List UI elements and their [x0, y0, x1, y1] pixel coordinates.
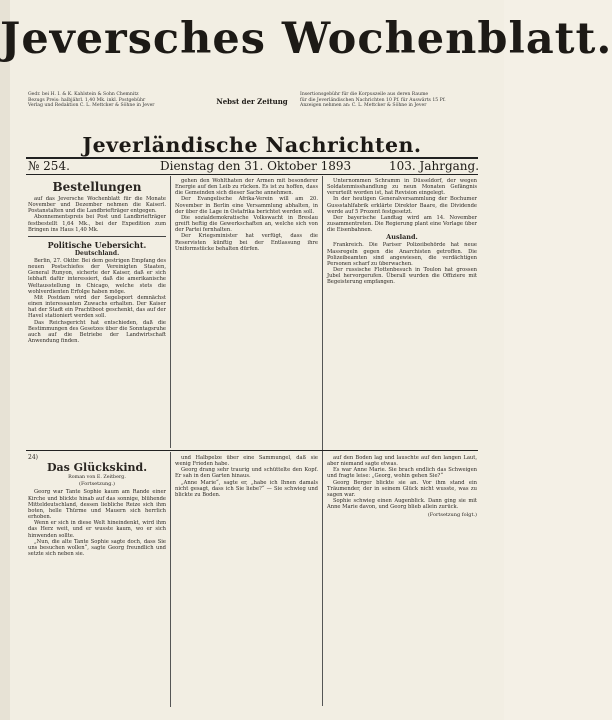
article-paragraph: Unternommen Schramm in Düsseldorf, der wegen Soldatenmisshandlung zu neun Monaten Gefängnis verurteilt worden ist, hat Revision eingelegt. [327, 178, 477, 197]
left-imprint-line: Gedr. bei H. I. & K. Kahlstein & Sohn Chemnitz [28, 92, 139, 97]
story-paragraph: und Halbpelze über eine Sammungel, daß sie wenig Frieden habe. [175, 455, 318, 468]
story-paragraph: Georg drang sehr traurig und schüttelte den Kopf. Er sah in den Garten hinaus. [175, 467, 318, 480]
column-2 [175, 178, 318, 448]
story-paragraph: auf den Boden lag und lauschte auf den langen Laut, aber niemand sagte etwas. [327, 455, 477, 468]
story-author: Roman von E. Zeitberg. [68, 475, 126, 481]
column-rule [170, 176, 171, 448]
article-paragraph: Der russische Flottenbesuch in Toulon hat grossen Jubel hervorgerufen. Überall wurden die Offiziere mit Begeisterung empfangen. [327, 267, 477, 286]
subscription-price: Abonnementspreis bei Post und Landbriefträger festbestellt 1,64 Mk., bei der Expedition zum Bringen ins Haus 1,40 Mk. [28, 214, 166, 233]
article-paragraph: Frankreich. Die Pariser Polizeibehörde hat neue Massregeln gegen die Anarchisten getroffen. Die Polizeibeamten sind angewiesen, die verdächtigen Personen scharf zu überwachen. [327, 242, 477, 267]
column-rule [322, 176, 323, 706]
foreign-heading: Ausland. [386, 233, 418, 242]
right-imprint [300, 92, 480, 109]
politics-heading: Politische Uebersicht. [47, 239, 147, 250]
article-paragraph: gehen den Wohlthaten der Armen mit besonderer Energie auf den Leib zu rücken. Es ist zu hoffen, dass die Gemeinden sich dieser Sache annehmen. [175, 178, 318, 197]
article-paragraph: Der Kriegsminister hat verfügt, dass die Reservisten künftig bei der Entlassung ihre Uniformstücke behalten dürfen. [175, 233, 318, 252]
masthead-title: Jeversches Wochenblatt. [0, 14, 612, 64]
column-rule [170, 452, 171, 707]
feuilleton-column-1 [28, 455, 166, 707]
subtitle: Jeverländische Nachrichten. [82, 133, 422, 157]
story-paragraph: Sophie schwieg einen Augenblick. Dann ging sie mit Anne Marie davon, und Georg blieb allein zurück. [327, 498, 477, 511]
story-paragraph: „Nun, die alte Tante Sophie sagte doch, dass Sie uns besuchen wollen“, sagte Georg freundlich und setzte sich neben sie. [28, 538, 166, 558]
column-1 [28, 178, 166, 448]
story-paragraph: Es war Anne Marie. Sie brach endlich das Schweigen und fragte leise: „Georg, wohin gehen Sie?“ [327, 467, 477, 480]
story-title: Das Glückskind. [46, 461, 148, 475]
article-paragraph: Berlin, 27. Oktbr. Bei dem gestrigen Empfang des neuen Postschiefes der Vereinigten Staaten, General Runyon, sicherte der Kaiser, daß er sich lebhaft dafür interessiert, daß die amerikanische Weltausstellung in Chicago, welche stets die wohlverdienten Erfolge haben möge. [28, 257, 166, 295]
left-imprint-line: Verlag und Redaktion C. L. Mettcker & Söhne in Jever [28, 103, 155, 109]
article-paragraph: Das Reichsgericht hat entschieden, daß die Bestimmungen des Gesetzes über die Sonntagsruhe auch auf die Betriebe der Landwirtschaft Anwendung finden. [28, 319, 166, 344]
subscription-heading: Bestellungen [52, 180, 142, 194]
story-paragraph: Wenn er sich in diese Welt hineindenkt, wird ihm das Herz weit, und er wusste kaum, wo er sich hinwenden sollte. [28, 520, 166, 539]
left-imprint-line: Bezugs Preis: halbjährl. 1,40 Mk. inkl. Postgebühr [28, 97, 146, 103]
right-imprint-line: für die Jeverländischen Nachrichten 10 Pf. für Auswärts 15 Pf. [300, 97, 446, 103]
right-imprint-line: Anzeigen nehmen an: C. L. Mettcker & Söhne in Jever [300, 103, 427, 109]
story-part-number: 24) [28, 454, 38, 461]
dateline-rule [26, 174, 478, 175]
article-paragraph: Mit Postdam wird der Segelsport demnächst einen interessanten Zuwachs erhalten. Der Kaiser hat der Stadt ein Prachtboot geschenkt, das auf der Havel stationiert werden soll. [28, 294, 166, 320]
story-paragraph: Georg Berger blickte sie an. Vor ihm stand ein Träumender, der in seinem Glück nicht wusste, was zu sagen war. [327, 479, 477, 498]
story-continued: (Fortsetzung.) [79, 481, 115, 488]
feuilleton-rule [26, 450, 478, 451]
story-paragraph: „Anne Marie“, sagte er, „habe ich Ihnen damals nicht gesagt, dass ich Sie liebe?“ — Sie schwieg und blickte zu Boden. [175, 479, 318, 498]
feuilleton-column-2 [175, 455, 318, 707]
story-paragraph: Georg war Tante Sophie kaum am Rande einer Kirche und blickte hinab auf das sonnige, blühende Mitteldeutschland, dessen liebliche Reize sich ihm boten, helle Thürme und Mauern sich herrlich erhoben. [28, 489, 166, 521]
article-paragraph: Der bayerische Landtag wird am 14. November zusammentreten. Die Regierung plant eine Vorlage über die Eisenbahnen. [327, 214, 477, 234]
center-note: Nebst der Zeitung [216, 97, 288, 106]
issue-date: Dienstag den 31. Oktober 1893 [160, 159, 352, 173]
article-paragraph: Der Evangelische Afrika-Verein will am 20. November in Berlin eine Versammlung abhalten, in der über die Lage in Ostafrika berichtet werden soll. [175, 196, 318, 215]
page-gutter [0, 0, 10, 720]
feuilleton-column-3 [327, 455, 477, 707]
right-imprint-line: Insertionsgebühr für die Korpuszeile aus deren Raume [300, 92, 429, 97]
article-paragraph: In der heutigen Generalversammlung der Bochumer Gussstahlfabrik erklärte Direktor Baare, die Dividende werde auf 5 Prozent festgesetzt. [327, 196, 477, 215]
subscription-text: auf das Jeversche Wochenblatt für die Monate November und Dezember nehmen die Kaiserl. Postanstalten und die Landbriefträger entgegen. [28, 196, 166, 215]
germany-heading: Deutschland. [74, 249, 120, 257]
continued-note: (Fortsetzung folgt.) [427, 512, 477, 519]
volume: 103. Jahrgang. [389, 159, 480, 173]
left-imprint [28, 92, 198, 109]
article-paragraph: Die sozialdemokratische Volkswacht in Breslau greift heftig die Gewerkschaften an, welche sich von der Partei fernhalten. [175, 214, 318, 234]
column-3 [327, 178, 477, 448]
issue-number: № 254. [28, 159, 70, 173]
divider [28, 236, 166, 237]
